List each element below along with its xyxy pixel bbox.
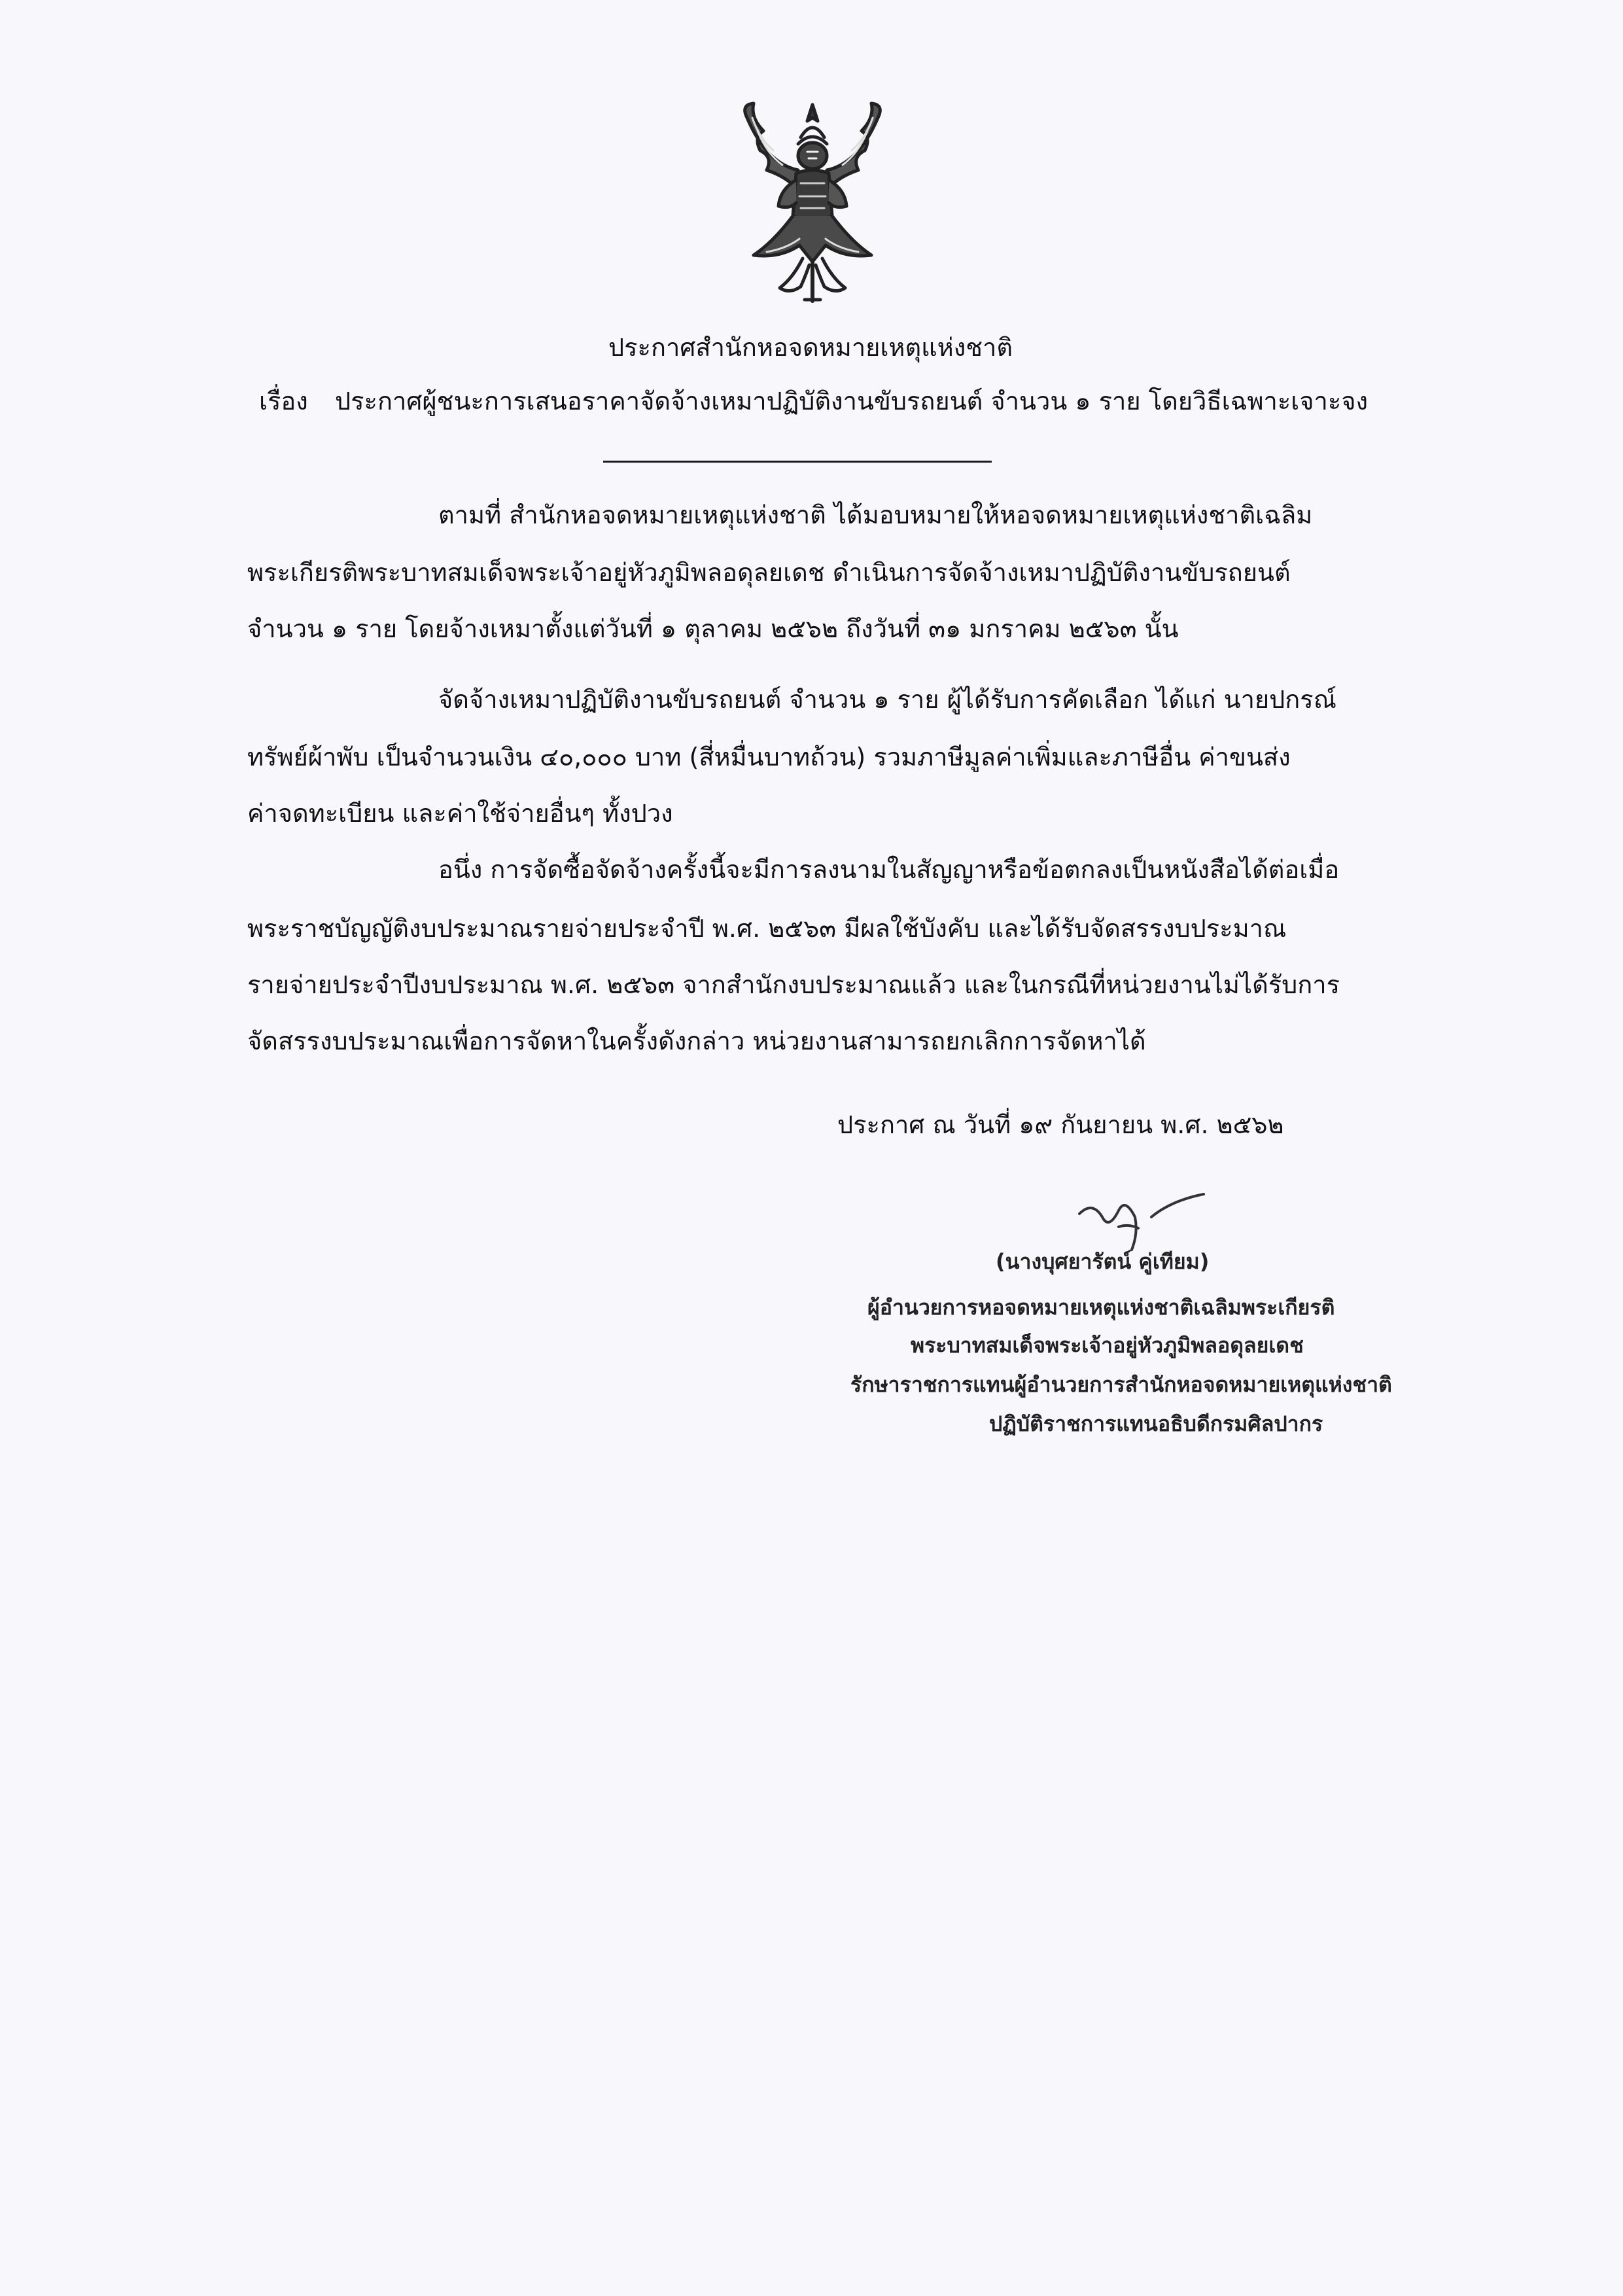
subject-label: เรื่อง (259, 387, 308, 415)
paragraph-2-line-1: จัดจ้างเหมาปฏิบัติงานขับรถยนต์ จำนวน ๑ ราย ผู้ได้รับการคัดเลือก ได้แก่ นายปกรณ์ (438, 685, 1336, 714)
paragraph-3-line-4: จัดสรรงบประมาณเพื่อการจัดหาในครั้งดังกล่าว หน่วยงานสามารถยกเลิกการจัดหาได้ (247, 1027, 1146, 1055)
paragraph-3-line-1: อนึ่ง การจัดซื้อจัดจ้างครั้งนี้จะมีการลงนามในสัญญาหรือข้อตกลงเป็นหนังสือได้ต่อเมื่อ (438, 855, 1340, 884)
paragraph-1-line-1: ตามที่ สำนักหอจดหมายเหตุแห่งชาติ ได้มอบหมายให้หอจดหมายเหตุแห่งชาติเฉลิม (438, 501, 1313, 529)
announcement-date: ประกาศ ณ วันที่ ๑๙ กันยายน พ.ศ. ๒๕๖๒ (837, 1110, 1284, 1139)
paragraph-3-line-3: รายจ่ายประจำปีงบประมาณ พ.ศ. ๒๕๖๓ จากสำนักงบประมาณแล้ว และในกรณีที่หน่วยงานไม่ได้รับการ (247, 970, 1340, 999)
subject-text: ประกาศผู้ชนะการเสนอราคาจัดจ้างเหมาปฏิบัติงานขับรถยนต์ จำนวน ๑ ราย โดยวิธีเฉพาะเจาะจง (335, 387, 1369, 415)
signatory-position-4: ปฏิบัติราชการแทนอธิบดีกรมศิลปากร (989, 1411, 1323, 1436)
signatory-position-3: รักษาราชการแทนผู้อำนวยการสำนักหอจดหมายเหตุแห่งชาติ (850, 1372, 1392, 1397)
signatory-position-1: ผู้อำนวยการหอจดหมายเหตุแห่งชาติเฉลิมพระเกียรติ (867, 1295, 1335, 1320)
paragraph-2-line-2: ทรัพย์ผ้าพับ เป็นจำนวนเงิน ๔๐,๐๐๐ บาท (สี่หมื่นบาทถ้วน) รวมภาษีมูลค่าเพิ่มและภาษีอื่น ค่าขนส่ง (247, 743, 1291, 771)
garuda-emblem-icon (727, 92, 898, 314)
paragraph-1-line-3: จำนวน ๑ ราย โดยจ้างเหมาตั้งแต่วันที่ ๑ ตุลาคม ๒๕๖๒ ถึงวันที่ ๓๑ มกราคม ๒๕๖๓ นั้น (247, 614, 1179, 643)
announcement-title: ประกาศสำนักหอจดหมายเหตุแห่งชาติ (608, 333, 1013, 362)
signatory-position-2: พระบาทสมเด็จพระเจ้าอยู่หัวภูมิพลอดุลยเดช (911, 1333, 1304, 1358)
paragraph-1-line-2: พระเกียรติพระบาทสมเด็จพระเจ้าอยู่หัวภูมิพลอดุลยเดช ดำเนินการจัดจ้างเหมาปฏิบัติงานขับรถยนต์ (247, 558, 1291, 587)
paragraph-3-line-2: พระราชบัญญัติงบประมาณรายจ่ายประจำปี พ.ศ. ๒๕๖๓ มีผลใช้บังคับ และได้รับจัดสรรงบประมาณ (247, 914, 1287, 943)
paragraph-2-line-3: ค่าจดทะเบียน และค่าใช้จ่ายอื่นๆ ทั้งปวง (247, 799, 673, 828)
signatory-name: (นางบุศยารัตน์ คู่เทียม) (996, 1249, 1210, 1274)
title-divider (603, 461, 992, 463)
